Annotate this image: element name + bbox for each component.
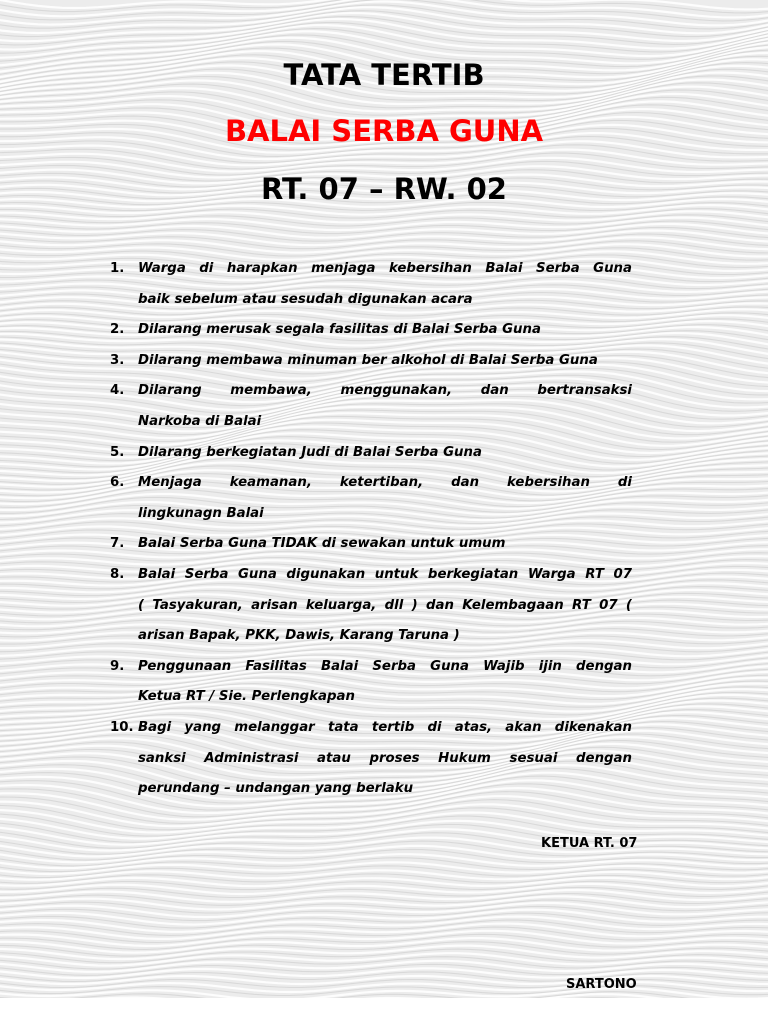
- rule-item: [110, 713, 632, 805]
- rule-text-line: lingkunagn Balai: [138, 505, 264, 521]
- rule-number: 5.: [110, 444, 125, 460]
- rule-item: [110, 560, 632, 652]
- rule-text-line: Narkoba di Balai: [138, 413, 262, 429]
- page-title: TATA TERTIB: [283, 58, 485, 92]
- rule-text-line: Dilarang membawa minuman ber alkohol di Balai Serba Guna: [138, 352, 598, 368]
- signature-title: KETUA RT. 07: [541, 836, 638, 851]
- rule-number: 7.: [110, 536, 125, 552]
- rule-number: 1.: [110, 261, 125, 276]
- rule-text-line: Dilarang berkegiatan Judi di Balai Serba Guna: [138, 444, 482, 460]
- rule-number: 6.: [110, 475, 125, 491]
- rule-text-line: perundang – undangan yang berlaku: [138, 781, 414, 797]
- rule-item: [110, 346, 632, 377]
- rule-text-line: Penggunaan Fasilitas Balai Serba Guna Wajib ijin dengan: [138, 658, 632, 674]
- rule-number: 3.: [110, 352, 125, 368]
- rule-number: 8.: [110, 566, 125, 582]
- rule-item: [110, 438, 632, 469]
- rule-text-line: Dilarang membawa, menggunakan, dan bertransaksi: [138, 383, 632, 399]
- page-subtitle: BALAI SERBA GUNA: [224, 114, 544, 148]
- rule-item: [110, 529, 632, 560]
- rule-item: [110, 254, 632, 315]
- rule-number: 9.: [110, 658, 125, 674]
- rule-text-line: arisan Bapak, PKK, Dawis, Karang Taruna ): [138, 628, 460, 644]
- rule-text-line: baik sebelum atau sesudah digunakan acara: [138, 291, 473, 307]
- rule-text-line: Balai Serba Guna TIDAK di sewakan untuk umum: [138, 536, 506, 552]
- rule-text-line: Dilarang merusak segala fasilitas di Balai Serba Guna: [138, 322, 541, 338]
- rt-rw-heading: RT. 07 – RW. 02: [261, 172, 507, 206]
- rule-item: [110, 468, 632, 529]
- rule-text-line: Ketua RT / Sie. Perlengkapan: [138, 689, 355, 705]
- rule-item: [110, 315, 632, 346]
- rule-text-line: Menjaga keamanan, ketertiban, dan kebersihan di: [138, 475, 632, 491]
- rule-number: 10.: [110, 719, 134, 735]
- rule-item: [110, 652, 632, 713]
- rule-text-line: sanksi Administrasi atau proses Hukum sesuai dengan: [138, 750, 632, 766]
- rule-text-line: ( Tasyakuran, arisan keluarga, dll ) dan Kelembagaan RT 07 (: [138, 597, 632, 613]
- rule-text-line: Bagi yang melanggar tata tertib di atas, akan dikenakan: [138, 719, 632, 735]
- rule-text-line: Balai Serba Guna digunakan untuk berkegiatan Warga RT 07: [138, 566, 632, 582]
- rule-text-line: Warga di harapkan menjaga kebersihan Balai Serba Guna: [138, 261, 632, 276]
- rule-number: 4.: [110, 383, 125, 399]
- rules-list: [110, 254, 632, 805]
- rule-number: 2.: [110, 322, 125, 338]
- signature-name: SARTONO: [566, 977, 637, 992]
- rule-item: [110, 376, 632, 437]
